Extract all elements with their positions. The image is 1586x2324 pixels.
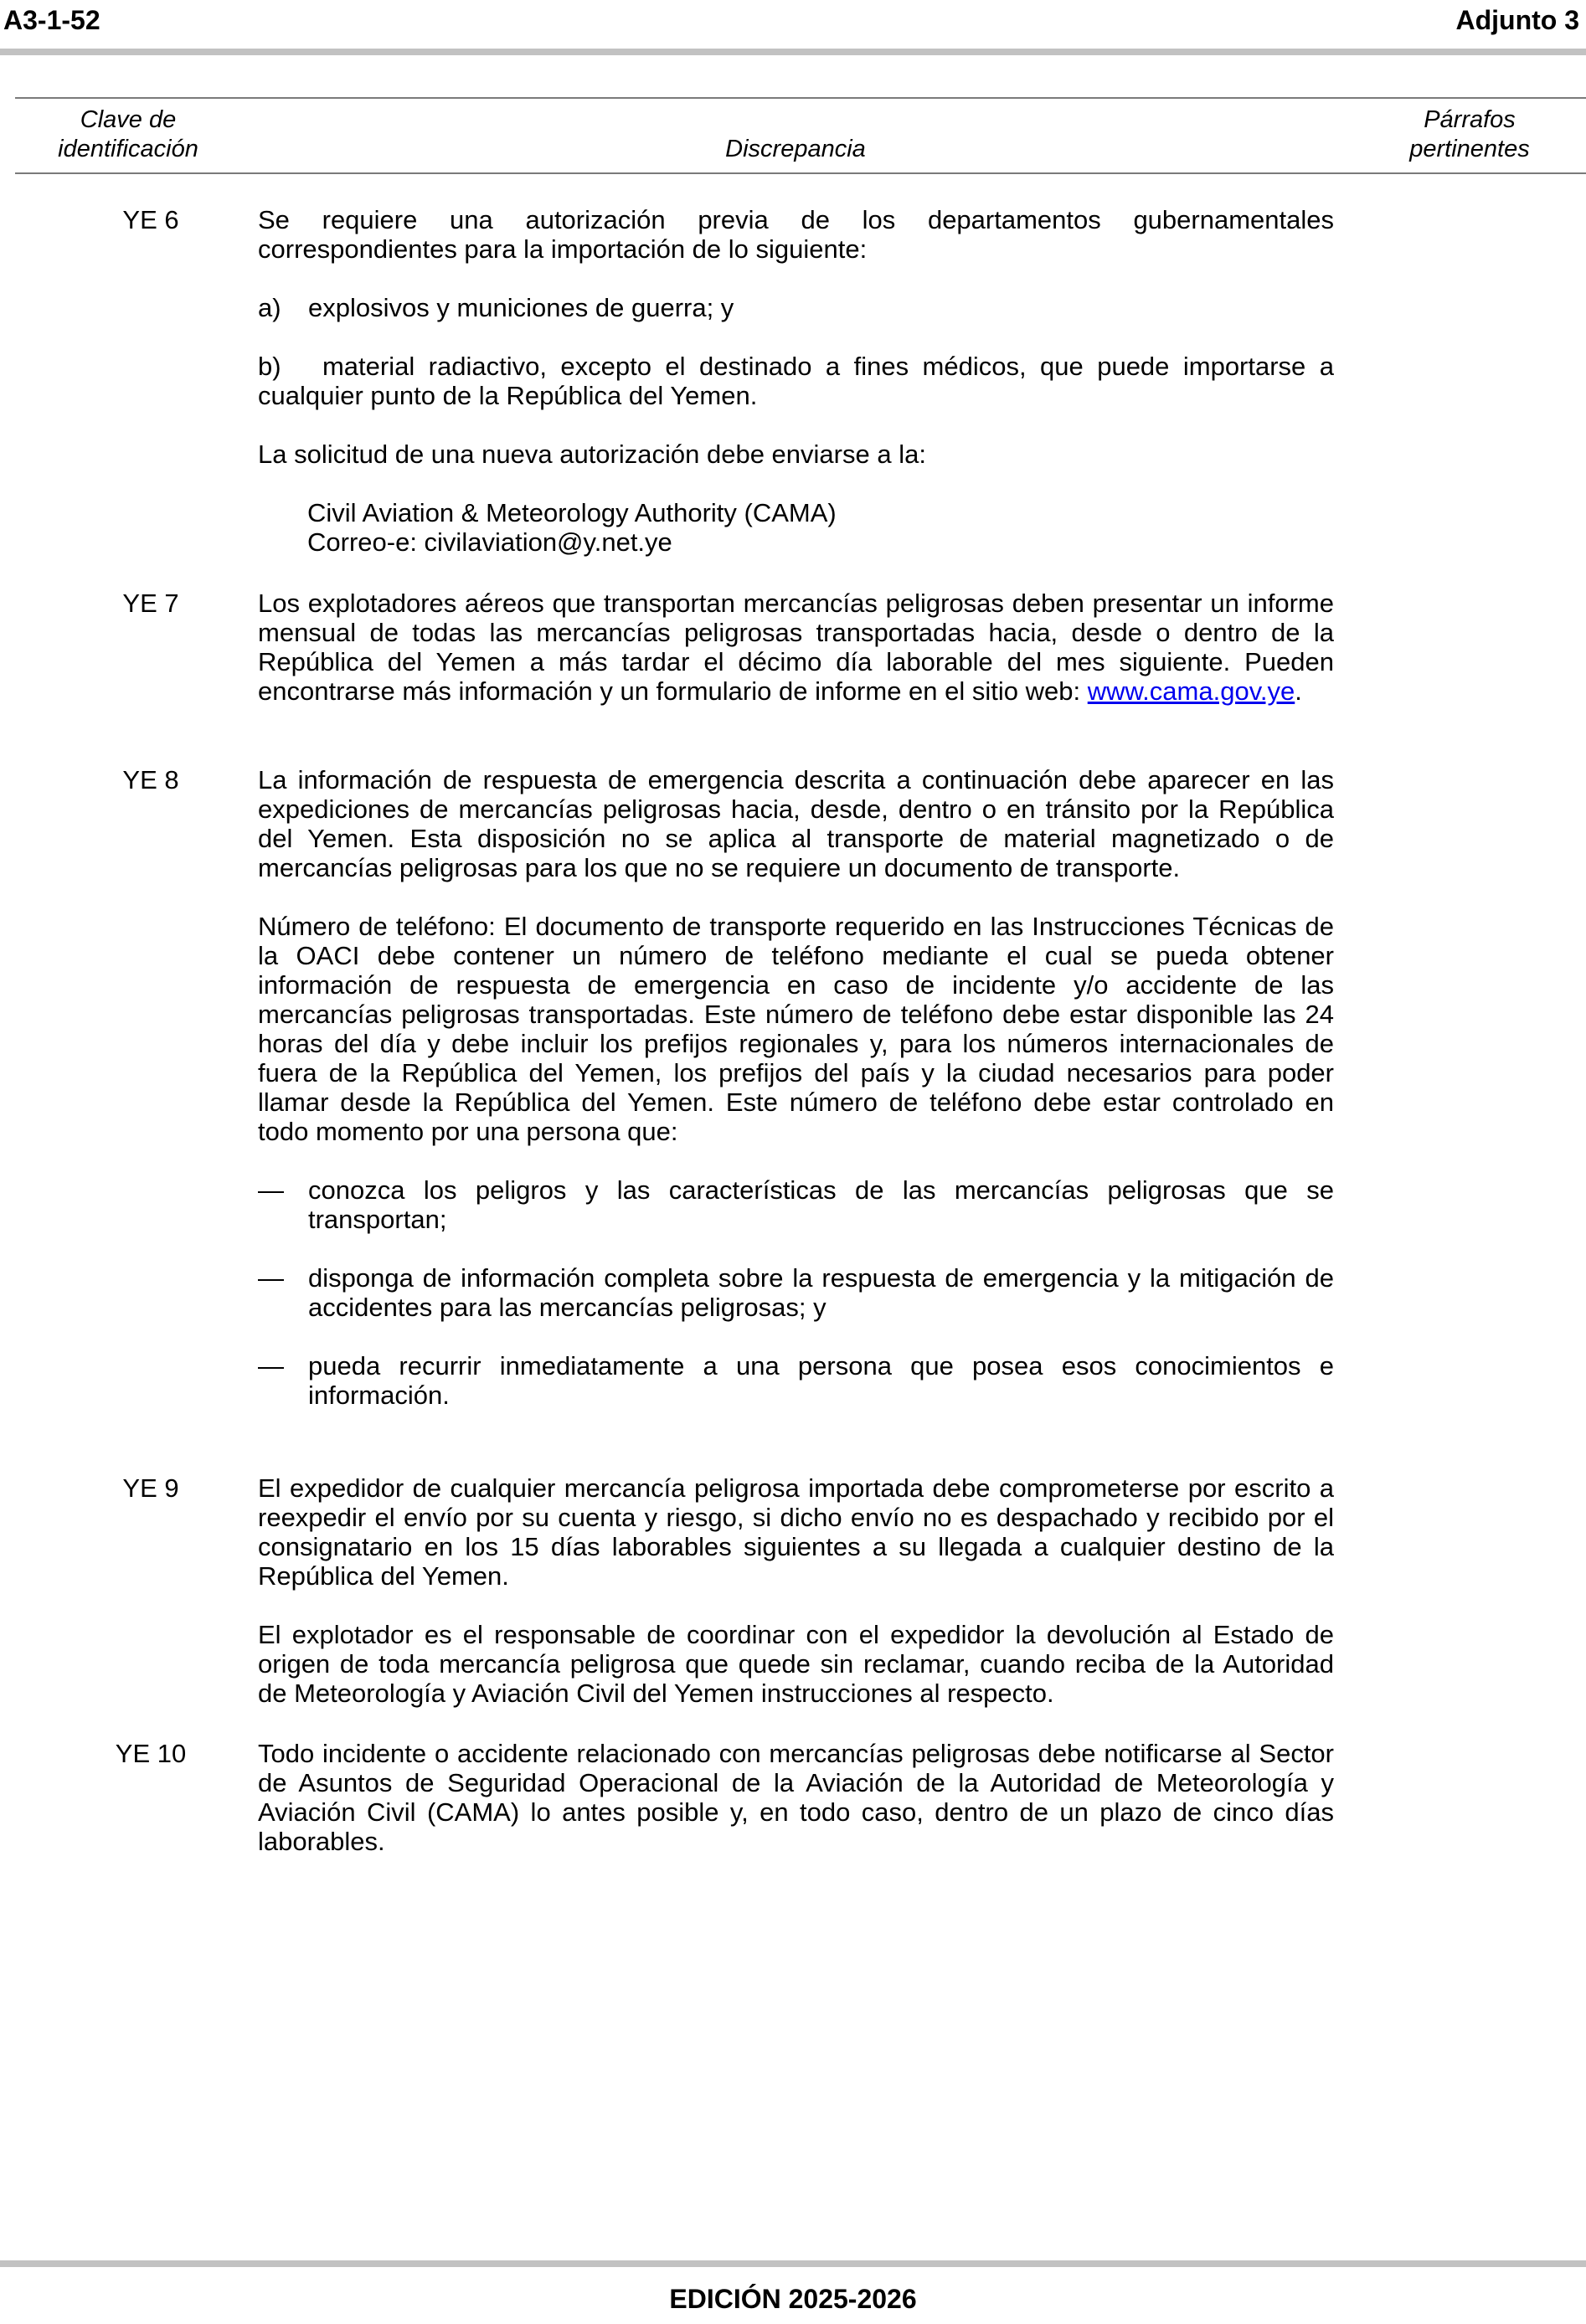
item-label: b)	[258, 352, 281, 381]
list-item	[258, 352, 1334, 410]
contact-block	[307, 498, 1334, 557]
bullet-text: conozca los peligros y las características de las mercancías peligrosas que se transportan;	[308, 1175, 1334, 1234]
table-header-bottom-line	[15, 172, 1586, 174]
paragraph: Número de teléfono: El documento de transporte requerido en las Instrucciones Técnicas de la OACI debe contener un número de teléfono mediante el cual se pueda obtener información de respuesta de emergencia en caso de incidente y/o accidente de las mercancías peligrosas transportadas. Este número de teléfono debe estar disponible las 24 horas del día y debe incluir los prefijos regionales y, para los números internacionales de fuera de la República del Yemen, los prefijos del país y la ciudad necesarios para poder llamar desde la República del Yemen. Este número de teléfono debe estar controlado en todo momento por una persona que:	[258, 912, 1334, 1146]
bullet-item	[258, 1263, 1334, 1322]
column-header-key	[33, 105, 223, 164]
contact-name: Civil Aviation & Meteorology Authority (CAMA)	[307, 498, 837, 527]
dash-marker: —	[258, 1175, 284, 1205]
bullet-text: pueda recurrir inmediatamente a una persona que posea esos conocimientos e información.	[308, 1351, 1334, 1410]
annex-title: Adjunto 3	[1455, 5, 1579, 35]
top-divider	[0, 49, 1586, 55]
identifier-key: YE 8	[122, 765, 179, 794]
page-identifier: A3-1-52	[3, 5, 100, 35]
item-text: material radiactivo, excepto el destinado a fines médicos, que puede importarse a cualquier punto de la República del Yemen.	[258, 352, 1334, 410]
discrepancy-text	[258, 1739, 1334, 1856]
website-link[interactable]: www.cama.gov.ye	[1087, 676, 1295, 706]
table-header-top-line	[15, 97, 1586, 99]
discrepancy-text	[258, 1473, 1334, 1708]
paragraph: Todo incidente o accidente relacionado con mercancías peligrosas debe notificarse al Sector de Asuntos de Seguridad Operacional de la Aviación de la Autoridad de Meteorología y Aviación Civil (CAMA) lo antes posible y, en todo caso, dentro de un plazo de cinco días laborables.	[258, 1739, 1334, 1856]
bullet-text: disponga de información completa sobre la respuesta de emergencia y la mitigación de accidentes para las mercancías peligrosas; y	[308, 1263, 1334, 1322]
column-header-paragraphs	[1377, 105, 1562, 164]
paragraph: La solicitud de una nueva autorización debe enviarse a la:	[258, 440, 926, 469]
list-item	[258, 293, 1334, 322]
paragraph: Se requiere una autorización previa de los departamentos gubernamentales correspondientes para la importación de lo siguiente:	[258, 205, 1334, 264]
discrepancy-text	[258, 205, 1334, 557]
discrepancy-text	[258, 589, 1334, 706]
dash-marker: —	[258, 1351, 284, 1381]
discrepancy-text	[258, 765, 1334, 1410]
dash-marker: —	[258, 1263, 284, 1293]
column-header-key-line2: identificación	[58, 136, 198, 162]
item-label: a)	[258, 293, 281, 322]
paragraph: El expedidor de cualquier mercancía peligrosa importada debe comprometerse por escrito a reexpedir el envío por su cuenta y riesgo, si dicho envío no es despachado y recibido por el consignatario en los 15 días laborables siguientes a su llegada a cualquier destino de la República del Yemen.	[258, 1473, 1334, 1591]
identifier-key: YE 7	[122, 589, 179, 618]
column-header-paragraphs-line2: pertinentes	[1409, 136, 1530, 162]
paragraph: El explotador es el responsable de coordinar con el expedidor la devolución al Estado de origen de toda mercancía peligrosa que quede sin reclamar, cuando reciba de la Autoridad de Meteorología y Aviación Civil del Yemen instrucciones al respecto.	[258, 1620, 1334, 1708]
paragraph: La información de respuesta de emergencia descrita a continuación debe aparecer en las expediciones de mercancías peligrosas hacia, desde, dentro o en tránsito por la República del Yemen. Esta disposición no se aplica al transporte de material magnetizado o de mercancías peligrosas para los que no se requiere un documento de transporte.	[258, 765, 1334, 882]
identifier-key: YE 9	[122, 1473, 179, 1503]
paragraph	[258, 589, 1334, 706]
bullet-item	[258, 1175, 1334, 1234]
contact-email: Correo-e: civilaviation@y.net.ye	[307, 527, 672, 557]
item-text: explosivos y municiones de guerra; y	[308, 293, 734, 322]
edition-footer: EDICIÓN 2025-2026	[669, 2284, 917, 2314]
bottom-divider	[0, 2260, 1586, 2267]
paragraph-text: Los explotadores aéreos que transportan mercancías peligrosas deben presentar un informe mensual de todas las mercancías peligrosas transportadas hacia, desde o dentro de la República del Yemen a más tardar el décimo día laborable del mes siguiente. Pueden encontrarse más información y un formulario de informe en el sitio web:	[258, 589, 1334, 706]
column-header-discrepancy: Discrepancia	[725, 136, 866, 162]
bullet-item	[258, 1351, 1334, 1410]
identifier-key: YE 6	[122, 205, 179, 234]
column-header-paragraphs-line1: Párrafos	[1424, 106, 1516, 133]
identifier-key: YE 10	[115, 1739, 187, 1768]
paragraph-end: .	[1295, 676, 1302, 706]
column-header-key-line1: Clave de	[80, 106, 177, 133]
